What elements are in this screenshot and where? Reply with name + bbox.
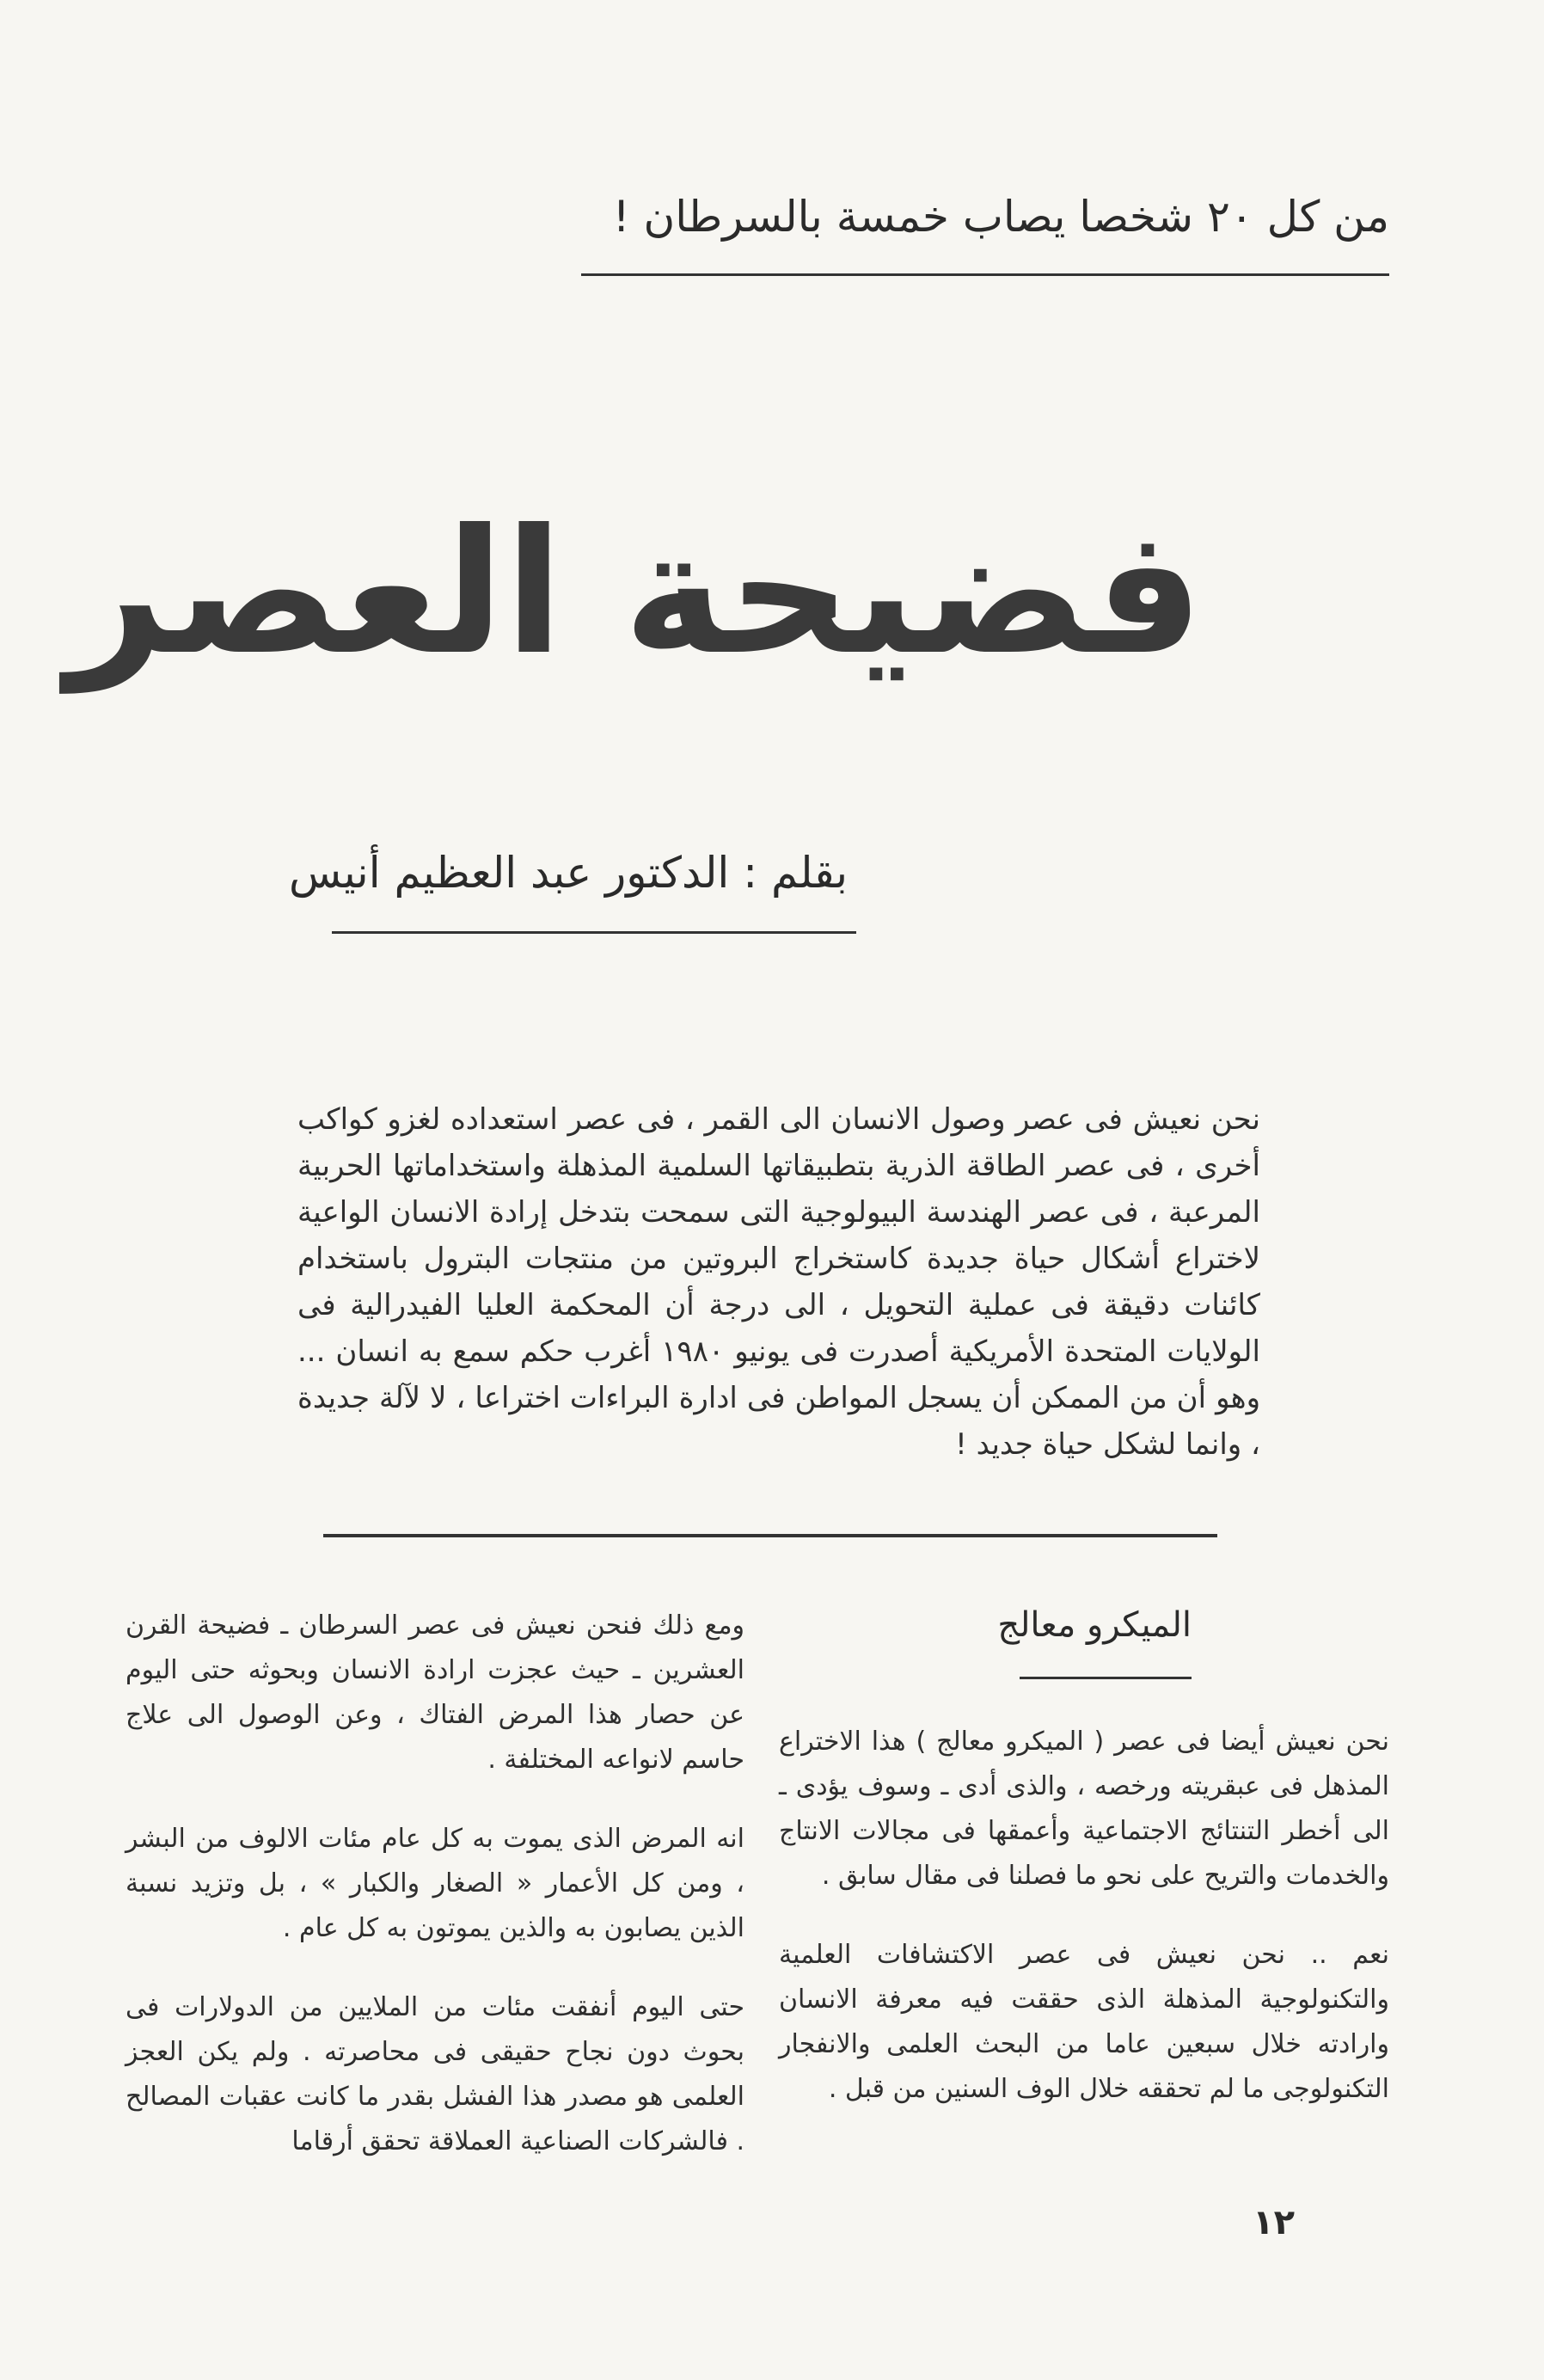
left-column-paragraph: ومع ذلك فنحن نعيش فى عصر السرطان ـ فضيحة القرن العشرين ـ حيث عجزت ارادة الانسان وبحوثه حتى اليوم عن حصار هذا المرض الفتاك ، وعن الوصول الى علاج حاسم لانواعه المختلفة . bbox=[126, 1610, 744, 1775]
kicker-rule bbox=[581, 273, 1389, 276]
left-column bbox=[126, 1604, 744, 2199]
page-number: ١٢ bbox=[1253, 2203, 1295, 2242]
section-heading: الميكرو معالج bbox=[997, 1605, 1192, 1645]
left-column-paragraph: انه المرض الذى يموت به كل عام مئات الالوف من البشر ، ومن كل الأعمار « الصغار والكبار » ، بل وتزيد نسبة الذين يصابون به والذين يموتون به كل عام . bbox=[126, 1824, 744, 1943]
article-headline: فضيحة العصر bbox=[66, 493, 1204, 693]
left-column-paragraph: حتى اليوم أنفقت مئات من الملايين من الدولارات فى بحوث دون نجاح حقيقى فى محاصرته . ولم يكن العجز العلمى هو مصدر هذا الفشل بقدر ما كانت عقبات المصالح . فالشركات الصناعية العملاقة تحقق أرقاما bbox=[126, 1992, 744, 2156]
article-byline: بقلم : الدكتور عبد العظيم أنيس bbox=[288, 848, 848, 898]
article-intro: نحن نعيش فى عصر وصول الانسان الى القمر ، فى عصر استعداده لغزو كواكب أخرى ، فى عصر الطاقة الذرية بتطبيقاتها السلمية المذهلة واستخداماتها الحربية المرعبة ، فى عصر الهندسة البيولوجية التى سمحت بتدخل إرادة الانسان الواعية لاختراع أشكال حياة جديدة كاستخراج البروتين من منتجات البترول باستخدام كائنات دقيقة فى عملية التحويل ، الى درجة أن المحكمة العليا الفيدرالية فى الولايات المتحدة الأمريكية أصدرت فى يونيو ١٩٨٠ أغرب حكم سمع به انسان ... وهو أن من الممكن أن يسجل المواطن فى ادارة البراءات اختراعا ، لا لآلة جديدة ، وانما لشكل حياة جديد ! bbox=[297, 1102, 1260, 1462]
section-heading-rule bbox=[1020, 1677, 1192, 1679]
right-column-paragraph: نعم .. نحن نعيش فى عصر الاكتشافات العلمية والتكنولوجية المذهلة الذى حققت فيه معرفة الانسان وارادته خلال سبعين عاما من البحث العلمى والانفجار التكنولوجى ما لم تحققه خلال الوف السنين من قبل . bbox=[779, 1940, 1389, 2104]
right-column-paragraph: نحن نعيش أيضا فى عصر ( الميكرو معالج ) هذا الاختراع المذهل فى عبقريته ورخصه ، والذى أدى ـ وسوف يؤدى ـ الى أخطر التنتائج الاجتماعية وأعمقها فى مجالات الانتاج والخدمات والتريح على نحو ما فصلنا فى مقال سابق . bbox=[779, 1727, 1389, 1891]
article-kicker: من كل ٢٠ شخصا يصاب خمسة بالسرطان ! bbox=[612, 192, 1389, 242]
byline-rule bbox=[332, 931, 856, 934]
intro-rule bbox=[323, 1534, 1217, 1537]
right-column bbox=[779, 1720, 1389, 2146]
